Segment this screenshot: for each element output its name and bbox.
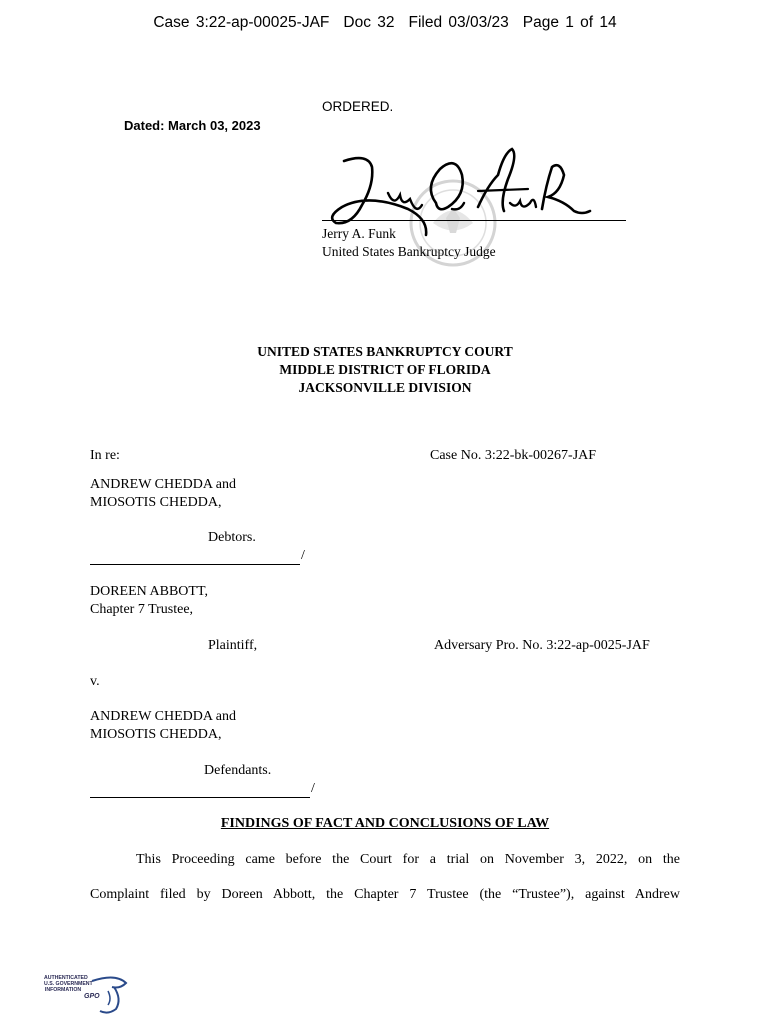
gpo-mark: GPO [84,993,100,1000]
caption-slash-1: / [301,548,305,563]
defendants-label: Defendants. [204,763,272,778]
versus-label: v. [90,674,100,689]
plaintiff-line-2: Chapter 7 Trustee, [90,602,194,617]
case-number: Case 3:22-ap-00025-JAF [153,14,330,31]
dated-label: Dated: March 03, 2023 [124,118,261,133]
plaintiff-label: Plaintiff, [208,638,258,653]
plaintiff-line-1: DOREEN ABBOTT, [90,584,208,599]
signature-line [322,220,626,221]
court-name: UNITED STATES BANKRUPTCY COURT [257,344,513,359]
gpo-text-1: AUTHENTICATED [44,975,88,981]
page-number: Page 1 of 14 [522,14,617,31]
court-district: MIDDLE DISTRICT OF FLORIDA [279,362,491,377]
caption-rule-1 [90,564,300,565]
body-line-2: Complaint filed by Doreen Abbott, the Chapter 7 Trustee (the “Trustee”), against Andrew [90,887,680,902]
gpo-text-2: U.S. GOVERNMENT [44,981,93,987]
debtor-line-2: MIOSOTIS CHEDDA, [90,495,222,510]
caption-rule-2 [90,797,310,798]
in-re-label: In re: [90,448,120,463]
doc-number: Doc 32 [343,14,395,31]
court-division: JACKSONVILLE DIVISION [298,380,472,395]
gpo-eagle-icon [86,973,130,1017]
caption-slash-2: / [311,781,315,796]
gpo-text-3: INFORMATION [44,987,82,993]
adversary-no: Adversary Pro. No. 3:22-ap-0025-JAF [434,638,650,653]
judge-name: Jerry A. Funk [322,226,396,241]
ordered-label: ORDERED. [322,99,394,114]
case-no: Case No. 3:22-bk-00267-JAF [430,448,597,463]
body-line-1: This Proceeding came before the Court for a trial on November 3, 2022, on the [136,852,680,867]
case-header [0,14,770,32]
judge-title: United States Bankruptcy Judge [322,244,496,259]
defendant-line-1: ANDREW CHEDDA and [90,709,236,724]
document-title: FINDINGS OF FACT AND CONCLUSIONS OF LAW [220,816,550,831]
defendant-line-2: MIOSOTIS CHEDDA, [90,727,222,742]
debtor-line-1: ANDREW CHEDDA and [90,477,236,492]
filed-date: Filed 03/03/23 [408,14,509,31]
debtors-label: Debtors. [208,530,256,545]
